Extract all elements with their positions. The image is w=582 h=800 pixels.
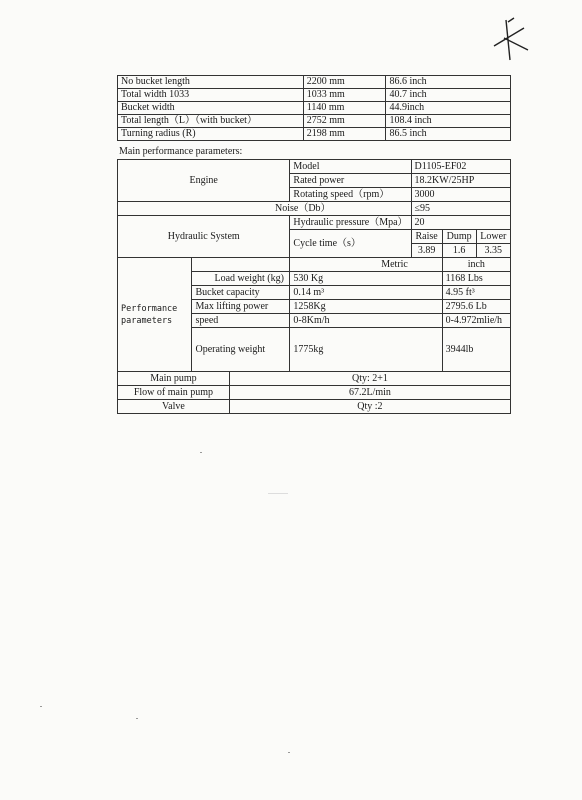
engine-row-label: Model xyxy=(290,160,411,174)
inch-header: inch xyxy=(442,258,510,272)
cycle-value-dump: 1.6 xyxy=(442,244,476,258)
perf-imperial: 2795.6 Lb xyxy=(442,300,510,314)
table-row xyxy=(118,216,511,230)
dimension-imperial: 86.5 inch xyxy=(386,128,511,141)
handwritten-mark xyxy=(484,16,534,64)
dimension-metric: 1033 mm xyxy=(303,89,386,102)
engine-row-value: 3000 xyxy=(411,188,510,202)
perf-label: Bucket capacity xyxy=(192,286,290,300)
scan-speck xyxy=(40,706,42,707)
perf-label: Operating weight xyxy=(192,328,290,372)
cycle-head-dump: Dump xyxy=(442,230,476,244)
perf-imperial: 4.95 ft³ xyxy=(442,286,510,300)
pump-value: 67.2L/min xyxy=(229,386,510,400)
table-row xyxy=(118,372,511,386)
perf-imperial: 3944lb xyxy=(442,328,510,372)
perf-imperial: 0-4.972mlie/h xyxy=(442,314,510,328)
metric-header: Metric xyxy=(290,258,442,272)
dimension-label: Bucket width xyxy=(118,102,304,115)
engine-group-label: Engine xyxy=(118,160,290,202)
dimension-metric: 1140 mm xyxy=(303,102,386,115)
perf-label: Max lifting power xyxy=(192,300,290,314)
cycle-value-raise: 3.89 xyxy=(411,244,442,258)
pump-value: Qty: 2+1 xyxy=(229,372,510,386)
scan-speck xyxy=(288,752,290,753)
scan-speck xyxy=(268,493,288,494)
table-row xyxy=(118,400,511,414)
pump-label: Valve xyxy=(118,400,230,414)
noise-value: ≤95 xyxy=(411,202,510,216)
pump-label: Flow of main pump xyxy=(118,386,230,400)
dimension-label: Turning radius (R) xyxy=(118,128,304,141)
perf-metric: 530 Kg xyxy=(290,272,442,286)
engine-row-value: 18.2KW/25HP xyxy=(411,174,510,188)
dimension-label: Total width 1033 xyxy=(118,89,304,102)
table-row xyxy=(118,386,511,400)
performance-group-label: Performance parameters xyxy=(118,258,192,372)
dimension-metric: 2198 mm xyxy=(303,128,386,141)
cycle-head-lower: Lower xyxy=(476,230,510,244)
perf-metric: 0-8Km/h xyxy=(290,314,442,328)
table-row xyxy=(118,115,511,128)
pump-label: Main pump xyxy=(118,372,230,386)
perf-metric: 0.14 m³ xyxy=(290,286,442,300)
perf-imperial: 1168 Lbs xyxy=(442,272,510,286)
empty-cell xyxy=(192,258,290,272)
cycle-head-raise: Raise xyxy=(411,230,442,244)
table-row xyxy=(118,102,511,115)
dimension-metric: 2752 mm xyxy=(303,115,386,128)
dimension-label: Total length（L）（with bucket） xyxy=(118,115,304,128)
hydraulic-group-label: Hydraulic System xyxy=(118,216,290,258)
noise-label: Noise（Db） xyxy=(118,202,412,216)
dimension-imperial: 86.6 inch xyxy=(386,76,511,89)
table-row xyxy=(118,128,511,141)
perf-label: speed xyxy=(192,314,290,328)
table-row xyxy=(118,76,511,89)
pump-value: Qty :2 xyxy=(229,400,510,414)
table-row xyxy=(118,202,511,216)
scan-speck xyxy=(136,718,138,719)
cycle-time-label: Cycle time（s） xyxy=(290,230,411,258)
engine-row-value: D1105-EF02 xyxy=(411,160,510,174)
perf-metric: 1775kg xyxy=(290,328,442,372)
section-title: Main performance parameters: xyxy=(119,146,243,157)
table-row xyxy=(118,160,511,174)
dimension-imperial: 108.4 inch xyxy=(386,115,511,128)
dimension-imperial: 40.7 inch xyxy=(386,89,511,102)
dimensions-table xyxy=(117,75,511,141)
hydraulic-pressure-label: Hydraulic pressure（Mpa） xyxy=(290,216,411,230)
performance-table xyxy=(117,159,511,414)
perf-metric: 1258Kg xyxy=(290,300,442,314)
scan-speck xyxy=(200,452,202,453)
cycle-value-lower: 3.35 xyxy=(476,244,510,258)
perf-label: Load weight (kg) xyxy=(192,272,290,286)
hydraulic-pressure-value: 20 xyxy=(411,216,510,230)
dimension-label: No bucket length xyxy=(118,76,304,89)
table-row xyxy=(118,258,511,272)
dimension-metric: 2200 mm xyxy=(303,76,386,89)
engine-row-label: Rated power xyxy=(290,174,411,188)
engine-row-label: Rotating speed（rpm） xyxy=(290,188,411,202)
table-row xyxy=(118,89,511,102)
dimension-imperial: 44.9inch xyxy=(386,102,511,115)
